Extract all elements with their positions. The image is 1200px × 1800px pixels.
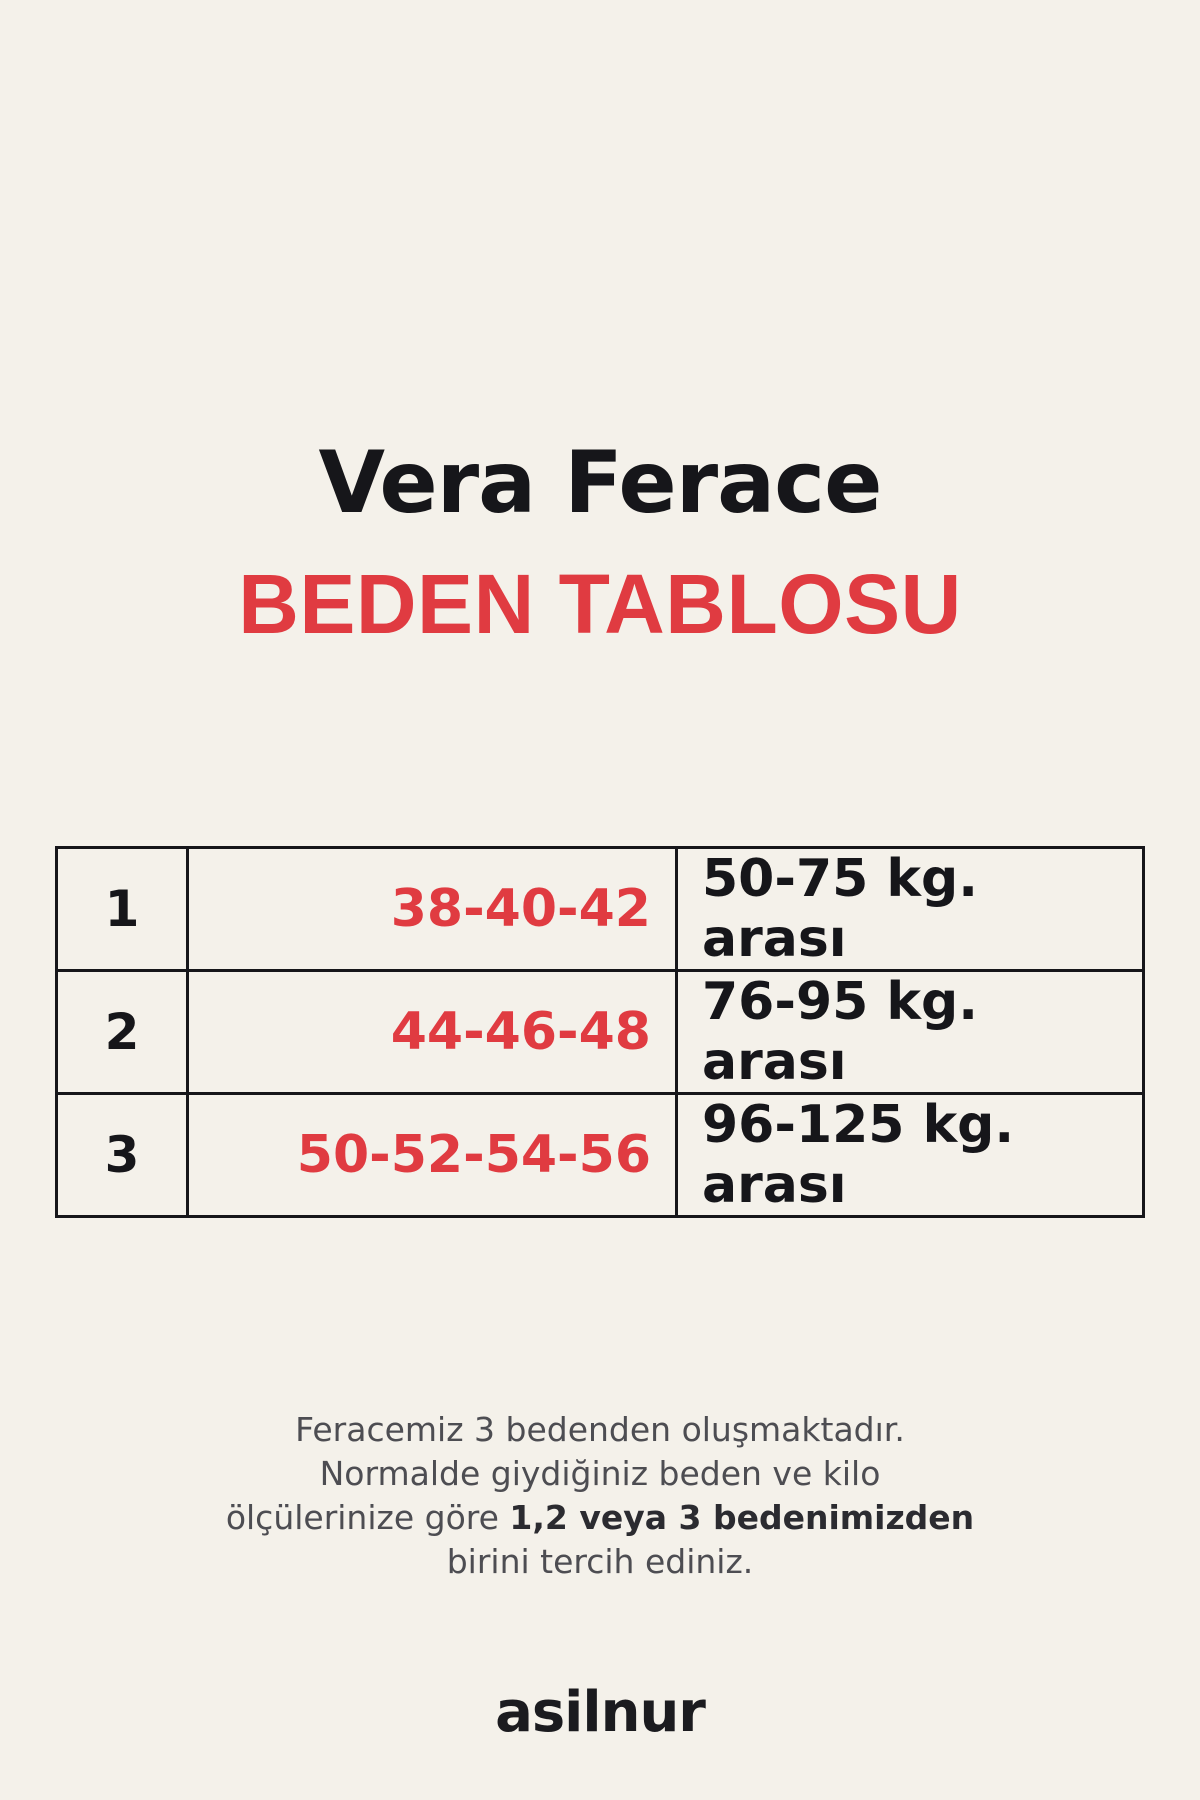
row-weight: 50-75 kg. arası [677, 848, 1144, 971]
note-line-4: birini tercih ediniz. [446, 1541, 754, 1581]
row-weight: 76-95 kg. arası [677, 971, 1144, 1094]
page-subtitle: BEDEN TABLOSU [238, 557, 962, 651]
note-text [150, 1408, 1050, 1584]
table-row [57, 971, 1144, 1094]
row-sizes: 44-46-48 [188, 971, 677, 1094]
brand-logo: asilnur [495, 1679, 705, 1745]
row-sizes: 50-52-54-56 [188, 1094, 677, 1217]
note-line-1: Feracemiz 3 bedenden oluşmaktadır. [295, 1410, 905, 1449]
note-line-3-strong: 1,2 veya 3 bedenimizden [509, 1497, 975, 1537]
row-index: 1 [57, 848, 188, 971]
header-block [0, 433, 1200, 651]
note-line-3-prefix: ölçülerinize göre [225, 1497, 510, 1537]
table-row [57, 1094, 1144, 1217]
note-line-2: Normalde giydiğiniz beden ve kilo [319, 1453, 881, 1493]
row-index: 3 [57, 1094, 188, 1217]
note-line-3 [150, 1496, 1050, 1540]
size-table [55, 846, 1145, 1218]
page-title: Vera Ferace [318, 433, 882, 533]
row-index: 2 [57, 971, 188, 1094]
table-row [57, 848, 1144, 971]
row-weight: 96-125 kg. arası [677, 1094, 1144, 1217]
row-sizes: 38-40-42 [188, 848, 677, 971]
